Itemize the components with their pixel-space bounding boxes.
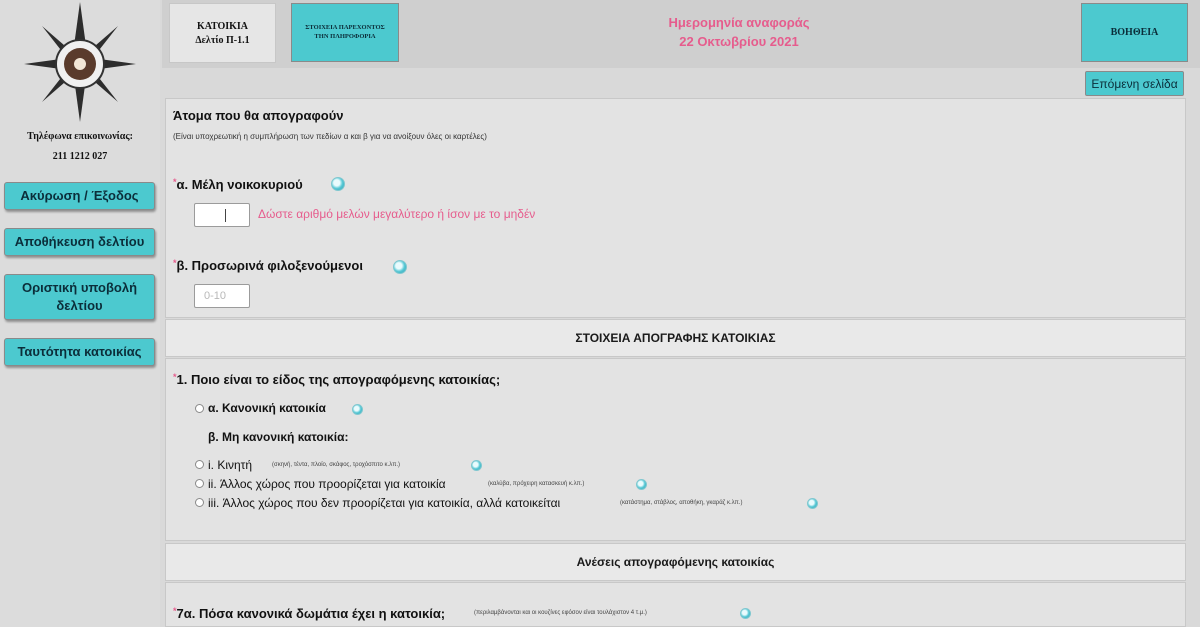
cancel-exit-button[interactable]: Ακύρωση / Έξοδος [4, 182, 155, 210]
required-mark: * [173, 372, 177, 382]
household-members-hint: Δώστε αριθμό μελών μεγαλύτερο ή ίσον με το μηδέν [258, 207, 536, 221]
help-icon[interactable] [740, 608, 751, 619]
help-icon[interactable] [807, 498, 818, 509]
help-button[interactable]: ΒΟΗΘΕΙΑ [1081, 3, 1188, 62]
amenities-section-header: Ανέσεις απογραφόμενης κατοικίας [165, 543, 1186, 581]
temporary-guests-placeholder: 0-10 [204, 290, 227, 302]
help-icon[interactable] [352, 404, 363, 415]
save-form-button[interactable]: Αποθήκευση δελτίου [4, 228, 155, 256]
top-bar [162, 0, 1200, 68]
rooms-question-note: (περιλαμβάνονται και οι κουζίνες εφόσον είναι τουλάχιστον 4 τ.μ.) [474, 610, 647, 616]
mobile-dwelling-label: i. Κινητή [208, 458, 253, 472]
mobile-dwelling-note: (σκηνή, τέντα, πλοίο, σκάφος, τροχόσπιτο κ.λπ.) [272, 462, 401, 468]
required-mark: * [173, 606, 177, 616]
document-title: ΚΑΤΟΙΚΙΑ [196, 21, 249, 32]
non-regular-dwelling-label: β. Μη κανονική κατοικία: [208, 430, 349, 444]
help-icon[interactable] [331, 177, 345, 191]
temporary-guests-input[interactable] [194, 284, 250, 308]
dwelling-type-question: *1. Ποιο είναι το είδος της απογραφόμενης κατοικίας; [173, 372, 501, 387]
document-subtitle: Δελτίο Π-1.1 [195, 34, 250, 46]
other-non-intended-dwelling-radio[interactable] [195, 498, 204, 507]
text-cursor [225, 209, 226, 222]
household-members-input[interactable] [194, 203, 250, 227]
phone-label: Τηλέφωνα επικοινωνίας: [27, 131, 133, 142]
other-intended-dwelling-note: (καλύβα, πρόχειρη κατασκευή κ.λπ.) [488, 481, 585, 487]
sidebar [0, 0, 160, 627]
temporary-guests-label: *β. Προσωρινά φιλοξενούμενοι [173, 258, 363, 273]
required-mark: * [173, 177, 177, 187]
rooms-question: *7α. Πόσα κανονικά δωμάτια έχει η κατοικία; [173, 606, 446, 621]
compass-rose-logo-icon [24, 2, 136, 122]
respondent-info-button[interactable]: ΣΤΟΙΧΕΙΑ ΠΑΡΕΧΟΝΤΟΣ ΤΗΝ ΠΛΗΡΟΦΟΡΙΑ [291, 3, 399, 62]
reference-date-label: Ημερομηνία αναφοράς [668, 15, 810, 30]
other-non-intended-dwelling-note: (κατάστημα, στάβλος, αποθήκη, γκαράζ κ.λπ.) [620, 500, 743, 506]
help-icon[interactable] [636, 479, 647, 490]
persons-title: Άτομα που θα απογραφούν [173, 108, 344, 123]
household-members-label: *α. Μέλη νοικοκυριού [173, 177, 303, 192]
reference-date-value: 22 Οκτωβρίου 2021 [679, 33, 799, 49]
reference-date [609, 14, 869, 52]
persons-note: (Είναι υποχρεωτική η συμπλήρωση των πεδίων α και β για να ανοίξουν όλες οι καρτέλες) [173, 132, 487, 141]
required-mark: * [173, 258, 177, 268]
dwelling-identity-button[interactable]: Ταυτότητα κατοικίας [4, 338, 155, 366]
regular-dwelling-radio[interactable] [195, 404, 204, 413]
other-intended-dwelling-label: ii. Άλλος χώρος που προορίζεται για κατοικία [208, 477, 446, 491]
regular-dwelling-label: α. Κανονική κατοικία [208, 401, 326, 415]
next-page-button[interactable]: Επόμενη σελίδα [1085, 71, 1184, 96]
document-id-box [169, 3, 276, 63]
dwelling-section-header: ΣΤΟΙΧΕΙΑ ΑΠΟΓΡΑΦΗΣ ΚΑΤΟΙΚΙΑΣ [165, 319, 1186, 357]
help-icon[interactable] [393, 260, 407, 274]
other-intended-dwelling-radio[interactable] [195, 479, 204, 488]
other-non-intended-dwelling-label: iii. Άλλος χώρος που δεν προορίζεται για κατοικία, αλλά κατοικείται [208, 496, 561, 510]
final-submit-button[interactable]: Οριστική υποβολή δελτίου [4, 274, 155, 320]
phone-number: 211 1212 027 [52, 151, 108, 162]
mobile-dwelling-radio[interactable] [195, 460, 204, 469]
help-icon[interactable] [471, 460, 482, 471]
